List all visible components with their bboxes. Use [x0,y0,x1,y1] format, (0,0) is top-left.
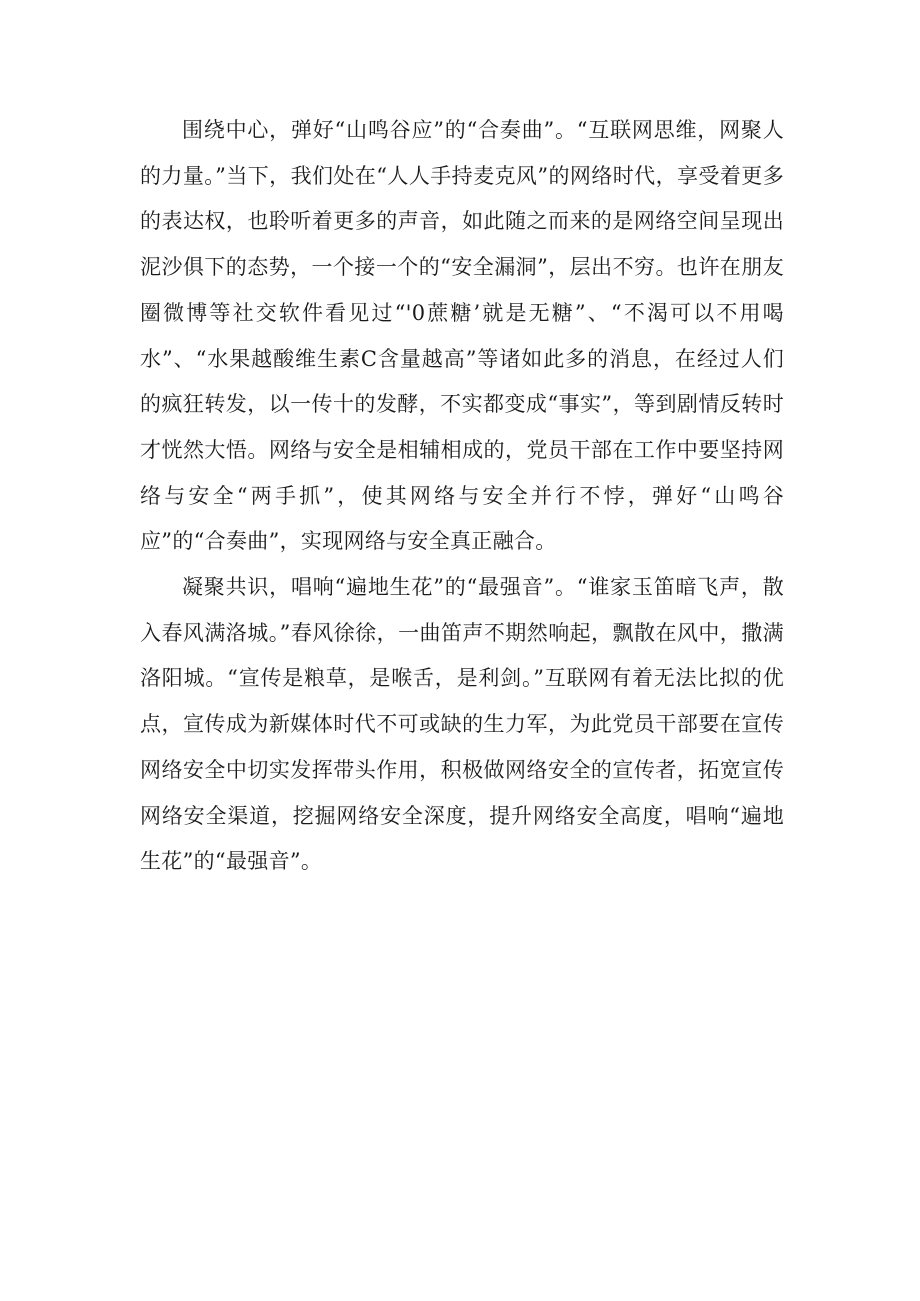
document-body [140,108,784,885]
paragraph-2: 凝聚共识，唱响“遍地生花”的“最强音”。“谁家玉笛暗飞声，散入春风满洛城。”春风徐徐，一曲笛声不期然响起，飘散在风中，撒满洛阳城。“宣传是粮草，是喉舌，是利剑。”互联网有着无法比拟的优点，宣传成为新媒体时代不可或缺的生力军，为此党员干部要在宣传网络安全中切实发挥带头作用，积极做网络安全的宣传者，拓宽宣传网络安全渠道，挖掘网络安全深度，提升网络安全高度，唱响“遍地生花”的“最强音”。 [140,575,784,874]
paragraph-1: 围绕中心，弹好“山鸣谷应”的“合奏曲”。“互联网思维，网聚人的力量。”当下，我们处在“人人手持麦克风”的网络时代，享受着更多的表达权，也聆听着更多的声音，如此随之而来的是网络空间呈现出泥沙俱下的态势，一个接一个的“安全漏洞”，层出不穷。也许在朋友圈微博等社交软件看见过“'0蔗糖’就是无糖”、“不渴可以不用喝水”、“水果越酸维生素C含量越高”等诸如此多的消息，在经过人们的疯狂转发，以一传十的发酵，不实都变成“事实”，等到剧情反转时才恍然大悟。网络与安全是相辅相成的，党员干部在工作中要坚持网络与安全“两手抓”，使其网络与安全并行不悖，弹好“山鸣谷应”的“合奏曲”，实现网络与安全真正融合。 [140,118,784,554]
